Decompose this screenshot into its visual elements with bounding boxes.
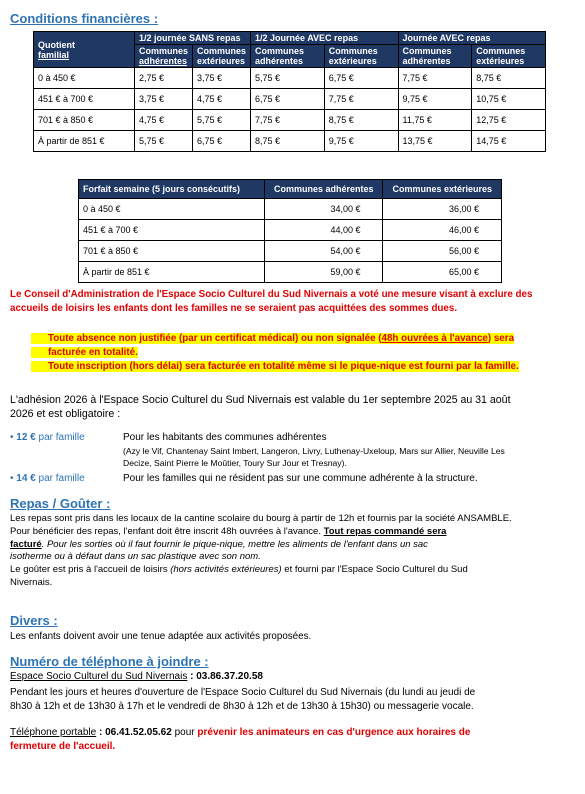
- table-cell: 2,75 €: [135, 68, 193, 89]
- group-header: 1/2 Journée AVEC repas: [251, 32, 398, 45]
- forfait-semaine-table: [78, 179, 502, 283]
- col-header: Communes adhérentes: [265, 180, 383, 199]
- sub-header: Communes extérieures: [324, 45, 398, 68]
- table-cell: À partir de 851 €: [34, 131, 135, 152]
- col-header: Communes extérieures: [383, 180, 502, 199]
- conditions-heading: Conditions financières :: [10, 11, 159, 26]
- unpaid-notice: Le Conseil d'Administration de l'Espace Socio Culturel du Sud Nivernais a voté une mesure visant à exclure des accueils de loisirs les enfants dont les familles ne se seraient pas acquittées des sommes dues.: [10, 289, 533, 314]
- telephone-heading: Numéro de téléphone à joindre :: [10, 654, 209, 669]
- table-cell: 10,75 €: [472, 89, 546, 110]
- table-cell: 65,00 €: [383, 262, 502, 283]
- sub-header: Communes adhérentes: [251, 45, 325, 68]
- table-cell: 34,00 €: [265, 199, 383, 220]
- sub-header: Communes extérieures: [472, 45, 546, 68]
- table-cell: 56,00 €: [383, 241, 502, 262]
- table-cell: 3,75 €: [135, 89, 193, 110]
- esc-phone: Espace Socio Culturel du Sud Nivernais : 03.86.37.20.58: [10, 671, 263, 682]
- table-cell: 4,75 €: [135, 110, 193, 131]
- adhesion-price-14: • 14 € par famille: [10, 473, 85, 484]
- table-cell: 7,75 €: [398, 68, 472, 89]
- divers-text: Les enfants doivent avoir une tenue adaptée aux activités proposées.: [10, 631, 312, 642]
- table-cell: 9,75 €: [398, 89, 472, 110]
- repas-heading: Repas / Goûter :: [10, 496, 111, 511]
- adhesion-desc-12: Pour les habitants des communes adhérentes: [123, 432, 327, 443]
- table-cell: 44,00 €: [265, 220, 383, 241]
- table-cell: 8,75 €: [251, 131, 325, 152]
- table-cell: 12,75 €: [472, 110, 546, 131]
- table-cell: 0 à 450 €: [34, 68, 135, 89]
- adhesion-price-12: • 12 € par famille: [10, 432, 85, 443]
- tarifs-journee-table: [33, 31, 546, 152]
- table-cell: 46,00 €: [383, 220, 502, 241]
- table-cell: 5,75 €: [193, 110, 251, 131]
- sub-header: Communes adhérentes: [398, 45, 472, 68]
- table-row: [34, 68, 546, 89]
- table-cell: 6,75 €: [251, 89, 325, 110]
- forfait-header: Forfait semaine (5 jours consécutifs): [79, 180, 265, 199]
- table-cell: 8,75 €: [472, 68, 546, 89]
- table-cell: 0 à 450 €: [79, 199, 265, 220]
- table-cell: 5,75 €: [135, 131, 193, 152]
- table-row: [34, 131, 546, 152]
- table-cell: 6,75 €: [193, 131, 251, 152]
- table-cell: 701 € à 850 €: [34, 110, 135, 131]
- group-header: Journée AVEC repas: [398, 32, 546, 45]
- sub-header: Communes extérieures: [193, 45, 251, 68]
- quotient-header: Quotient familial: [34, 32, 135, 68]
- group-header: 1/2 journée SANS repas: [135, 32, 251, 45]
- table-cell: À partir de 851 €: [79, 262, 265, 283]
- table-cell: 36,00 €: [383, 199, 502, 220]
- table-cell: 701 € à 850 €: [79, 241, 265, 262]
- divers-heading: Divers :: [10, 613, 58, 628]
- table-cell: 7,75 €: [324, 89, 398, 110]
- table-cell: 59,00 €: [265, 262, 383, 283]
- table-cell: 9,75 €: [324, 131, 398, 152]
- communes-list: (Azy le Vif, Chantenay Saint Imbert, Langeron, Livry, Luthenay-Uxeloup, Mars sur Allier, Neuville Les Decize, Saint Pierre le Moûtier, Toury Sur Jour et Tresnay).: [123, 446, 505, 468]
- table-cell: 5,75 €: [251, 68, 325, 89]
- table-cell: 451 € à 700 €: [79, 220, 265, 241]
- table-cell: 7,75 €: [251, 110, 325, 131]
- table-cell: 3,75 €: [193, 68, 251, 89]
- table-cell: 13,75 €: [398, 131, 472, 152]
- table-cell: 54,00 €: [265, 241, 383, 262]
- adhesion-desc-14: Pour les familles qui ne résident pas sur une commune adhérente à la structure.: [123, 473, 478, 484]
- table-cell: 451 € à 700 €: [34, 89, 135, 110]
- adhesion-text: L'adhésion 2026 à l'Espace Socio Culturel du Sud Nivernais est valable du 1er septembre 2025 au 31 août 2026 et est obligatoire :: [10, 394, 511, 420]
- table-cell: 11,75 €: [398, 110, 472, 131]
- repas-text: Les repas sont pris dans les locaux de la cantine scolaire du bourg à partir de 12h et fournis par la société ANSAMBLE. Pour bénéficier des repas, l'enfant doit être inscrit 48h ouvrées à l'avance. Tout repas commandé sera facturé. Pour les sorties où il faut fournir le pique-nique, mettre les aliments de l'enfant dans un sac isotherme ou à défaut dans un sac plastique avec son nom. Le goûter est pris à l'accueil de loisirs (hors activités extérieures) et fourni par l'Espace Socio Culturel du Sud Nivernais.: [10, 513, 512, 588]
- sub-header: Communes adhérentes: [135, 45, 193, 68]
- table-cell: 6,75 €: [324, 68, 398, 89]
- table-row: [79, 262, 502, 283]
- table-cell: 8,75 €: [324, 110, 398, 131]
- table-row: [79, 199, 502, 220]
- mobile-phone: Téléphone portable : 06.41.52.05.62 pour prévenir les animateurs en cas d'urgence aux horaires de fermeture de l'accueil.: [10, 727, 471, 752]
- table-cell: 14,75 €: [472, 131, 546, 152]
- table-row: [79, 220, 502, 241]
- table-cell: 4,75 €: [193, 89, 251, 110]
- opening-hours: Pendant les jours et heures d'ouverture de l'Espace Socio Culturel du Sud Nivernais (du lundi au jeudi de 8h30 à 12h et de 13h30 à 17h et le vendredi de 8h30 à 12h et de 13h30 à 15h30) ou messagerie vocale.: [10, 687, 476, 712]
- table-row: [34, 89, 546, 110]
- billing-rules: Toute absence non justifiée (par un certificat médical) ou non signalée (48h ouvrées à l'avance) sera facturée en totalité. Toute inscription (hors délai) sera facturée en totalité même si le pique-nique est fourni par la famille.: [31, 332, 571, 374]
- table-row: [79, 241, 502, 262]
- table-row: [34, 110, 546, 131]
